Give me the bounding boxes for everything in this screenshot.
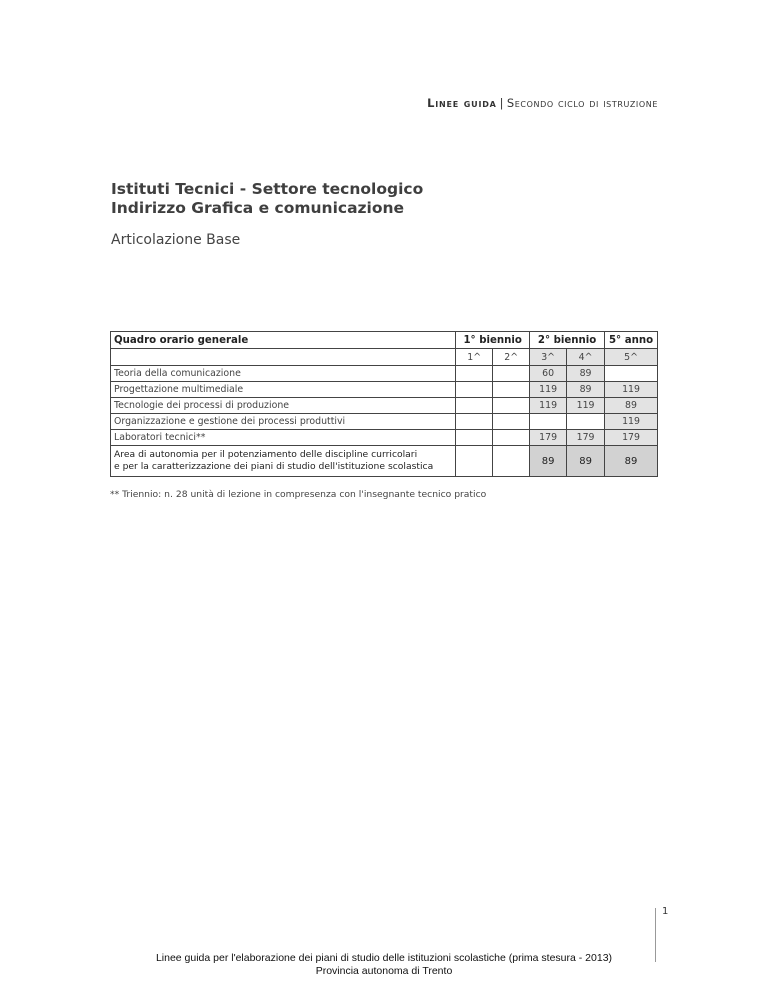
subject-label: Teoria della comunicazione [111,366,456,382]
group-second-biennium: 2° biennio [530,332,605,349]
autonomy-label [111,446,456,477]
running-header [427,96,658,110]
hours-cell [567,414,605,430]
group-fifth-year: 5° anno [605,332,658,349]
subject-label: Tecnologie dei processi di produzione [111,398,456,414]
table-row [111,366,658,382]
table-header-label: Quadro orario generale [111,332,456,349]
hours-cell [456,366,493,382]
hours-cell: 89 [605,398,658,414]
document-title [111,180,423,218]
table-row [111,430,658,446]
page-number: 1 [662,906,669,917]
hours-cell [493,398,530,414]
hours-cell: 119 [530,398,567,414]
hours-cell: 89 [567,446,605,477]
hours-cell: 60 [530,366,567,382]
title-line-1: Istituti Tecnici - Settore tecnologico [111,180,424,198]
hours-cell [493,430,530,446]
hours-cell: 119 [605,414,658,430]
hours-cell [456,414,493,430]
footer-line-1: Linee guida per l'elaborazione dei piani di studio delle istituzioni scolastiche (prima stesura - 2013) [155,952,613,964]
subject-label: Organizzazione e gestione dei processi produttivi [111,414,456,430]
autonomy-label-line-1: Area di autonomia per il potenziamento delle discipline curricolari [114,449,418,460]
years-empty-cell [111,349,456,366]
year-cell: 3^ [530,349,567,366]
year-cell: 5^ [605,349,658,366]
hours-cell [493,366,530,382]
header-separator: | [499,96,504,110]
hours-cell: 179 [605,430,658,446]
page-footer [0,952,768,978]
table-footnote: ** Triennio: n. 28 unità di lezione in compresenza con l'insegnante tecnico pratico [110,489,487,500]
hours-cell [530,414,567,430]
year-cell: 1^ [456,349,493,366]
hours-cell [493,414,530,430]
hours-cell [605,366,658,382]
autonomy-row [111,446,658,477]
hours-cell: 119 [567,398,605,414]
hours-cell [456,398,493,414]
header-series: Linee guida [427,96,497,110]
hours-cell: 89 [530,446,567,477]
document-subtitle: Articolazione Base [111,232,241,248]
table-years-row [111,349,658,366]
title-line-2: Indirizzo Grafica e comunicazione [111,199,405,217]
hours-cell: 179 [530,430,567,446]
table-header-row [111,332,658,349]
hours-cell: 119 [605,382,658,398]
subject-label: Laboratori tecnici** [111,430,456,446]
header-section: Secondo ciclo di istruzione [506,96,658,110]
table-row [111,414,658,430]
hours-cell: 89 [605,446,658,477]
autonomy-label-line-2: e per la caratterizzazione dei piani di studio dell'istituzione scolastica [114,461,434,472]
group-first-biennium: 1° biennio [456,332,530,349]
subject-label: Progettazione multimediale [111,382,456,398]
hours-cell: 89 [567,366,605,382]
hours-cell [456,446,493,477]
hours-cell [456,382,493,398]
hours-cell: 119 [530,382,567,398]
hours-cell: 89 [567,382,605,398]
footer-line-2: Provincia autonoma di Trento [315,965,453,977]
hours-cell: 179 [567,430,605,446]
timetable [110,331,658,477]
hours-cell [493,382,530,398]
hours-cell [456,430,493,446]
table-row [111,382,658,398]
year-cell: 4^ [567,349,605,366]
year-cell: 2^ [493,349,530,366]
hours-cell [493,446,530,477]
table-row [111,398,658,414]
